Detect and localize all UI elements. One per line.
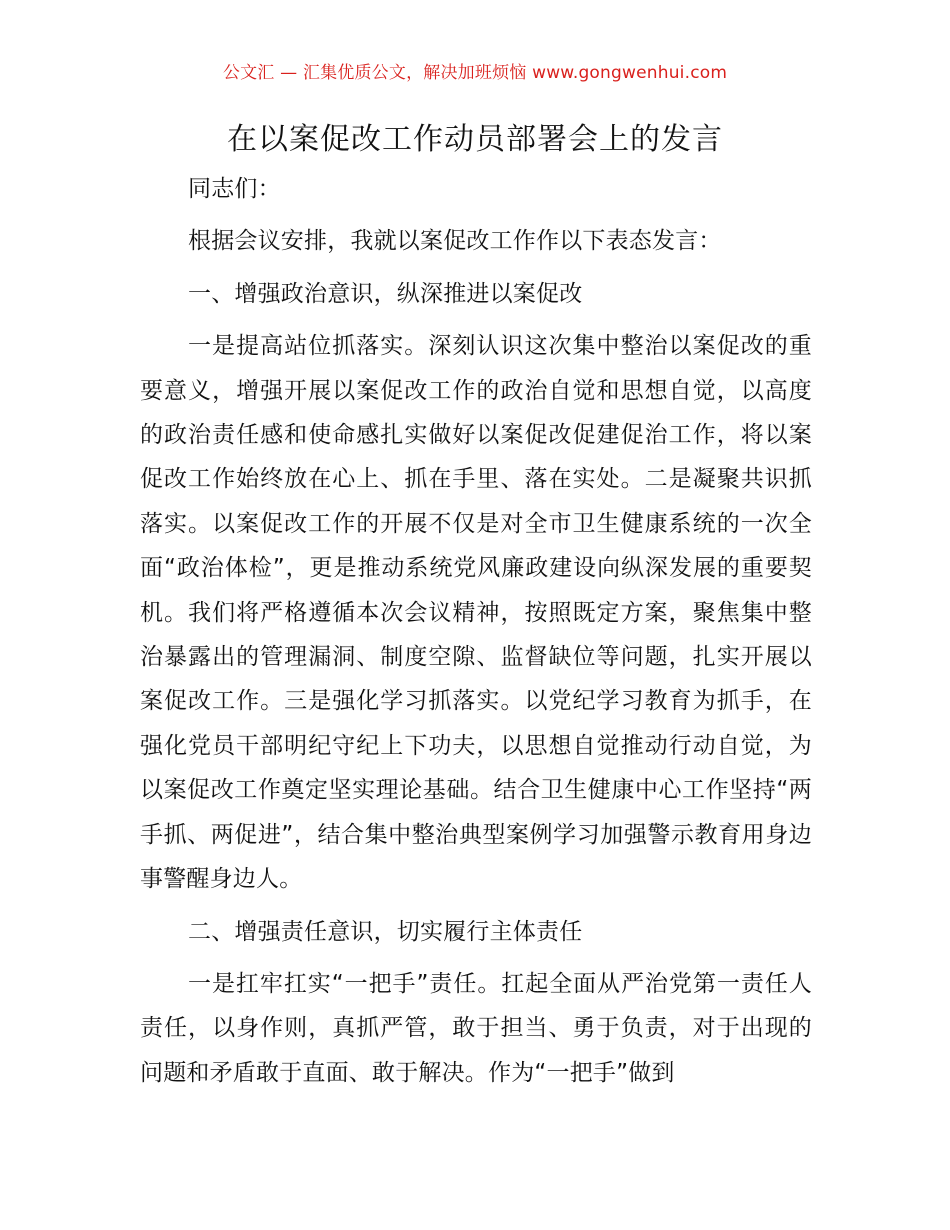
- section-1-heading: 一、增强政治意识，纵深推进以案促改: [188, 280, 583, 307]
- section-1-body: 一是提高站位抓落实。深刻认识这次集中整治以案促改的重要意义，增强开展以案促改工作的政治自觉和思想自觉，以高度的政治责任感和使命感扎实做好以案促改促建促治工作，将以案促改工作始终放在心上、抓在手里、落在实处。二是凝聚共识抓落实。以案促改工作的开展不仅是对全市卫生健康系统的一次全面“政治体检”，更是推动系统党风廉政建设向纵深发展的重要契机。我们将严格遵循本次会议精神，按照既定方案，聚焦集中整治暴露出的管理漏洞、制度空隙、监督缺位等问题，扎实开展以案促改工作。三是强化学习抓落实。以党纪学习教育为抓手，在强化党员干部明纪守纪上下功夫，以思想自觉推动行动自觉，为以案促改工作奠定坚实理论基础。结合卫生健康中心工作坚持“两手抓、两促进”，结合集中整治典型案例学习加强警示教育用身边事警醒身边人。: [140, 333, 812, 893]
- site-banner-link[interactable]: 公文汇 — 汇集优质公文，解决加班烦恼 www.gongwenhui.com: [222, 63, 728, 83]
- section-2-body: 一是扛牢扛实“一把手”责任。扛起全面从严治党第一责任人责任，以身作则，真抓严管，敢于担当、勇于负责，对于出现的问题和矛盾敢于直面、敢于解决。作为“一把手”做到: [140, 970, 812, 1086]
- section-2-heading: 二、增强责任意识，切实履行主体责任: [188, 918, 583, 945]
- salutation: 同志们：: [188, 176, 281, 202]
- intro-paragraph: 根据会议安排，我就以案促改工作作以下表态发言：: [188, 228, 722, 255]
- document-title: 在以案促改工作动员部署会上的发言: [227, 122, 723, 157]
- document-body: [140, 167, 812, 1095]
